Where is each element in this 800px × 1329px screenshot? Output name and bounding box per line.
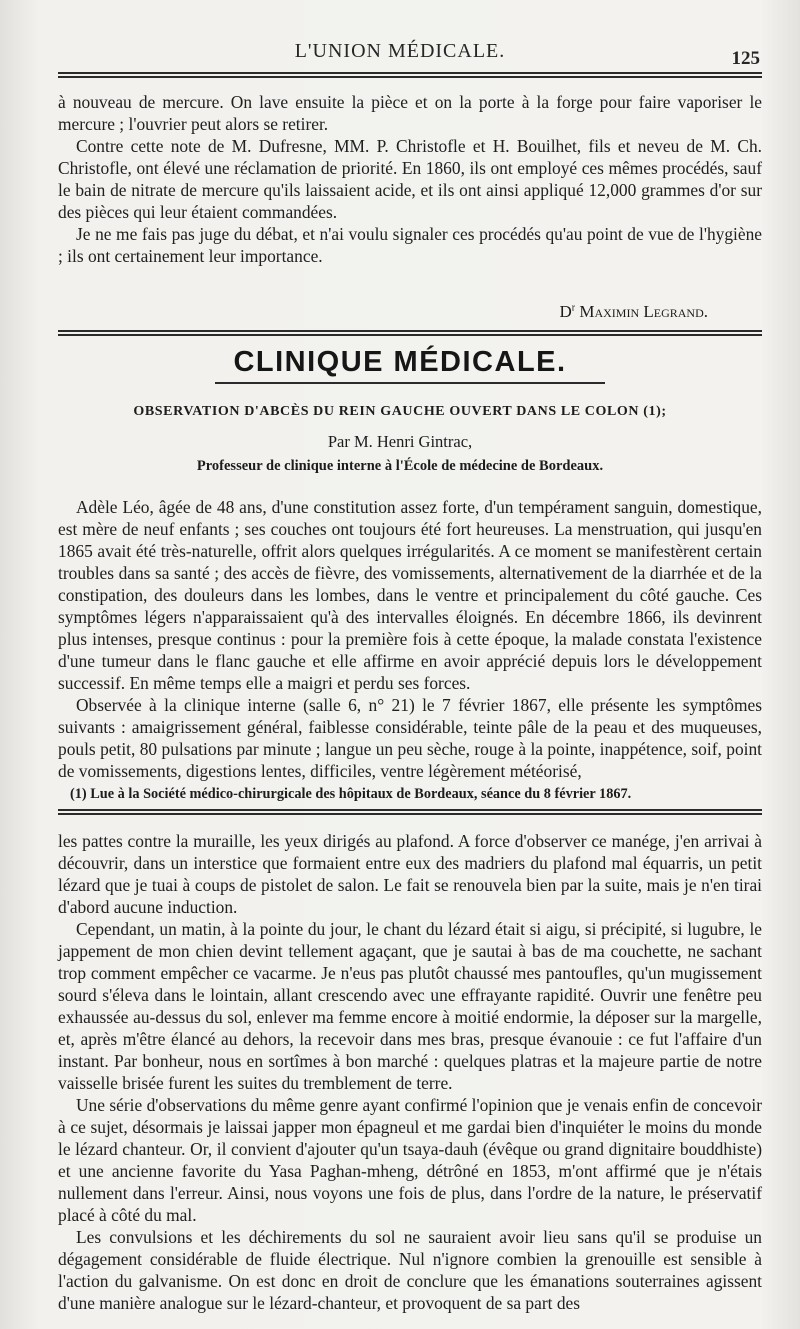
section-title: CLINIQUE MÉDICALE.: [233, 346, 567, 378]
article-title-text: OBSERVATION D'ABCÈS DU REIN GAUCHE OUVERT DANS LE COLON: [133, 404, 640, 419]
top-paragraph: Contre cette note de M. Dufresne, MM. P. Christofle et H. Bouilhet, fils et neveu de M. Ch. Christofle, ont élevé une réclamation de priorité. En 1860, ils ont employé ces mêmes procédés, sauf le bain de nitrate de mercure qu'ils laissaient acide, et ils ont ainsi appliqué 12,000 grammes d'or sur des pièces qui leur étaient commandées.: [58, 136, 762, 222]
footnote-reference: (1): [643, 404, 662, 419]
signature-name: Maximin Legrand.: [579, 302, 708, 321]
feuilleton-paragraph: Les convulsions et les déchirements du sol ne sauraient avoir lieu sans qu'il se produise un dégagement considérable de fluide électrique. Nul n'ignore combien la grenouille est sensible à l'action du galvanisme. On est donc en droit de conclure que les émanations souterraines agissent d'une manière analogue sur le lézard-chanteur, et provoquent de sa part des: [58, 1227, 762, 1313]
header-rule: [58, 72, 762, 78]
feuilleton-paragraph: les pattes contre la muraille, les yeux dirigés au plafond. A force d'observer ce manége, j'en arrivai à découvrir, dans un interstice que formaient entre eux des madriers du plafond mal équarris, un petit lézard que je tuai à coups de pistolet de salon. Le fait se renouvela bien par la suite, mais je n'en tirai d'abord aucune induction.: [58, 831, 762, 917]
author-affiliation: Professeur de clinique interne à l'École de médecine de Bordeaux.: [196, 458, 604, 474]
section-divider: [58, 330, 762, 336]
feuilleton-paragraph: Une série d'observations du même genre ayant confirmé l'opinion que je venais enfin de concevoir à ce sujet, désormais je laissai japper mon épagneul et me gardai bien d'inquiéter le moins du monde le lézard chanteur. Or, il convient d'ajouter qu'un tsaya-dauh (évêque ou grand dignitaire bouddhiste) et une ancienne favorite du Yasa Paghan-mheng, détrôné en 1853, m'ont affirmé que je n'étais nullement dans l'erreur. Ainsi, nous voyons une fois de plus, dans l'ordre de la nature, le préservatif placé à côté du mal.: [58, 1095, 762, 1225]
clinic-paragraph: Adèle Léo, âgée de 48 ans, d'une constitution assez forte, d'un tempérament sanguin, domestique, est mère de neuf enfants ; ses couches ont toujours été fort heureuses. La menstruation, qui jusqu'en 1865 avait été très-naturelle, offrit alors quelques irrégularités. A ce moment se manifestèrent certain troubles dans sa santé ; des accès de fièvre, des vomissements, alternativement de la diarrhée et de la constipation, des douleurs dans les lombes, dans le ventre et principalement du côté gauche. Ces symptômes légers n'apparaissaient qu'à des intervalles éloignés. En décembre 1866, ils devinrent plus intenses, presque continus : pour la première fois à cette époque, la malade constata l'existence d'une tumeur dans le flanc gauche et elle affirme en avoir apprécié depuis lors le développement successif. En même temps elle a maigri et perdu ses forces.: [58, 497, 762, 693]
article-title-end: ;: [661, 404, 667, 419]
running-title: L'UNION MÉDICALE.: [294, 40, 506, 62]
author-signature: [559, 302, 708, 322]
signature-suffix: r: [571, 302, 576, 314]
footnote: (1) Lue à la Société médico-chirurgicale des hôpitaux de Bordeaux, séance du 8 février 1867.: [70, 786, 632, 802]
top-paragraph: Je ne me fais pas juge du débat, et n'ai voulu signaler ces procédés qu'au point de vue de l'hygiène ; ils ont certainement leur importance.: [58, 224, 762, 266]
page-number: 125: [731, 48, 760, 69]
feuilleton-divider: [58, 809, 762, 815]
article-author: Par M. Henri Gintrac,: [327, 432, 473, 451]
article-title: [0, 404, 800, 420]
feuilleton-paragraph: Cependant, un matin, à la pointe du jour, le chant du lézard était si aigu, si précipité, si lugubre, le jappement de mon chien devint tellement agaçant, que je sautai à bas de ma couchette, ne sachant trop comment empêcher ce vacarme. Je n'eus pas plutôt chaussé mes pantoufles, qu'un mugissement sourd s'éleva dans le lointain, allant crescendo avec une effrayante rapidité. Ouvrir une fenêtre peu exhaussée au-dessus du sol, enlever ma femme encore à moitié endormie, la déposer sur la margelle, et, après m'être élancé au dehors, la recevoir dans mes bras, presque évanouie : ce fut l'affaire d'un instant. Par bonheur, nous en sortîmes à bon marché : quelques platras et la majeure partie de notre vaisselle brisée furent les suites du tremblement de terre.: [58, 919, 762, 1093]
clinic-text: [58, 496, 762, 782]
top-paragraph: à nouveau de mercure. On lave ensuite la pièce et on la porte à la forge pour faire vaporiser le mercure ; l'ouvrier peut alors se retirer.: [58, 92, 762, 134]
feuilleton-text: [58, 830, 762, 1314]
top-article-text: [58, 91, 762, 267]
title-underline: [215, 382, 605, 384]
clinic-paragraph: Observée à la clinique interne (salle 6, n° 21) le 7 février 1867, elle présente les symptômes suivants : amaigrissement général, faiblesse considérable, teinte pâle de la peau et des muqueuses, pouls petit, 80 pulsations par minute ; langue un peu sèche, rouge à la pointe, inappétence, soif, point de vomissements, digestions lentes, difficiles, ventre légèrement météorisé,: [58, 695, 762, 781]
signature-prefix: D: [559, 302, 572, 321]
